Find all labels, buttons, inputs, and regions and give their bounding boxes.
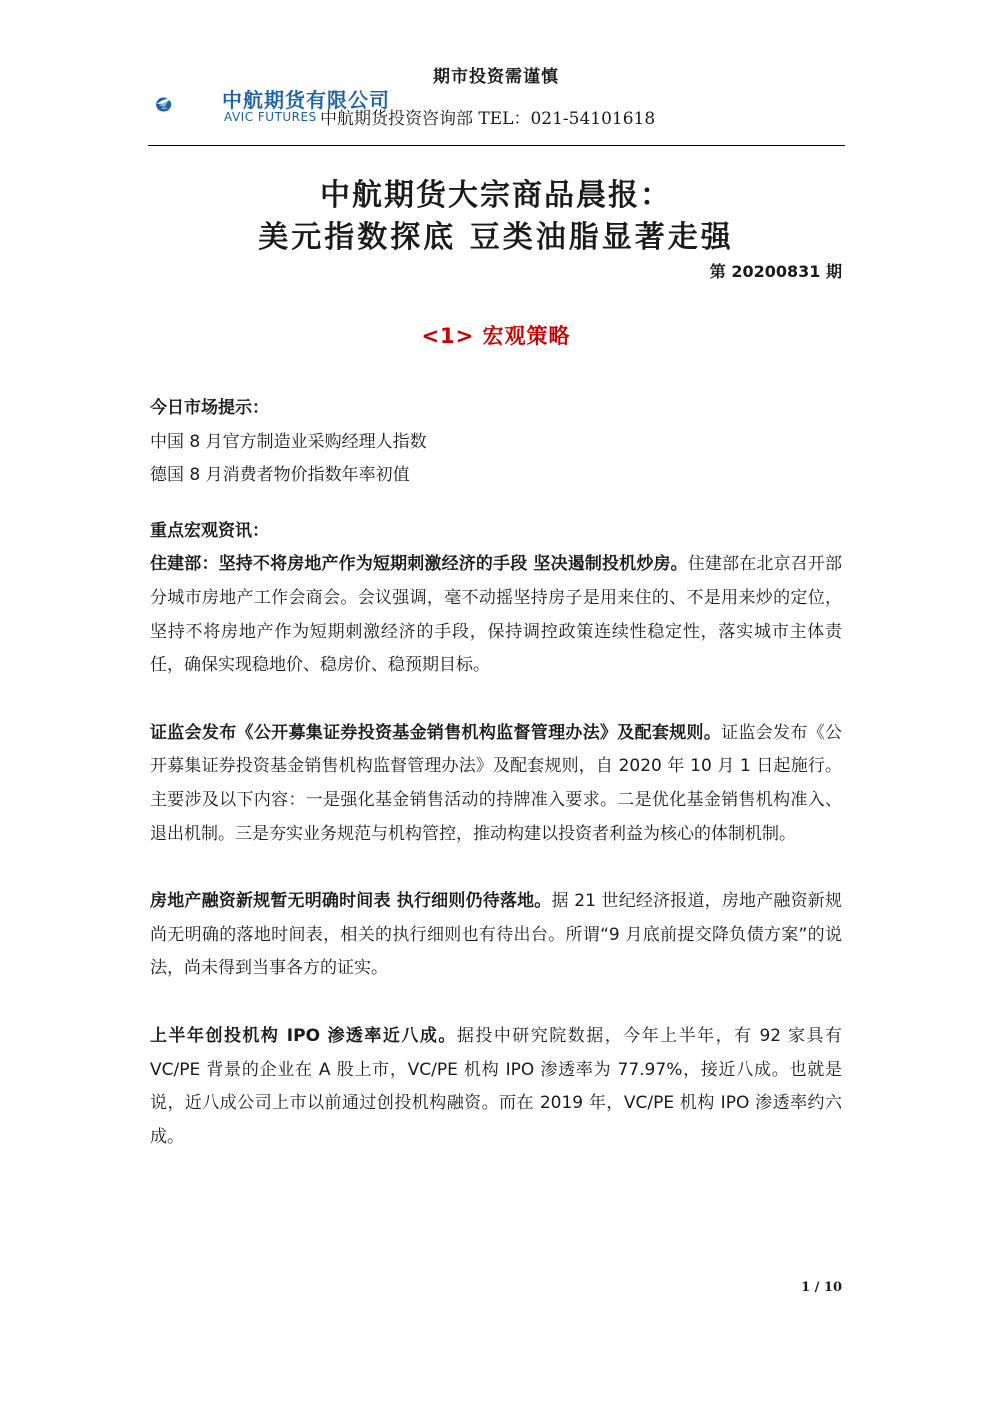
logo-company-name: 中航期货有限公司	[222, 88, 390, 112]
report-body	[150, 392, 842, 1154]
news-lead: 上半年创投机构 IPO 渗透率近八成。	[150, 1025, 457, 1046]
news-item	[150, 1020, 842, 1154]
section-heading: <1> 宏观策略	[421, 324, 571, 348]
logo-english-name: AVIC FUTURES	[224, 110, 317, 124]
news-item	[150, 717, 842, 851]
page-number: 1 / 10	[801, 1280, 842, 1295]
header-warning: 期市投资需谨慎	[433, 67, 559, 87]
market-tip-item: 德国 8 月消费者物价指数年率初值	[150, 465, 410, 486]
news-lead: 住建部：坚持不将房地产作为短期刺激经济的手段 坚决遏制投机炒房。	[150, 554, 688, 575]
issue-number: 第 20200831 期	[709, 262, 842, 281]
news-lead: 房地产融资新规暂无明确时间表 执行细则仍待落地。	[150, 891, 552, 912]
news-body: 据投中研究院数据，今年上半年，有 92 家具有 VC/PE 背景的企业在 A 股上市，VC/PE 机构 IPO 渗透率为 77.97%，接近八成。也就是说，近八成公司上市以前通过创投机构融资。而在 2019 年，VC/PE 机构 IPO 渗透率约六成。	[150, 1025, 842, 1147]
logo-badge-text: AVIC	[162, 107, 167, 110]
news-item	[150, 548, 842, 682]
header-department-phone: 中航期货投资咨询部 TEL：021-54101618	[320, 109, 656, 129]
macro-news-heading: 重点宏观资讯：	[150, 520, 269, 541]
report-title: 中航期货大宗商品晨报：	[320, 178, 672, 213]
news-body: 据 21 世纪经济报道，房地产融资新规尚无明确的落地时间表，相关的执行细则也有待出台。所谓“9 月底前提交降负债方案”的说法，尚未得到当事各方的证实。	[150, 891, 842, 979]
company-logo-icon	[155, 74, 225, 134]
market-tip-item: 中国 8 月官方制造业采购经理人指数	[150, 431, 427, 452]
report-subtitle: 美元指数探底 豆类油脂显著走强	[258, 220, 734, 255]
header-divider	[148, 145, 845, 146]
news-body: 住建部在北京召开部分城市房地产工作会商会。会议强调，毫不动摇坚持房子是用来住的、不是用来炒的定位，坚持不将房地产作为短期刺激经济的手段，保持调控政策连续性稳定性，落实城市主体责任，确保实现稳地价、稳房价、稳预期目标。	[150, 554, 842, 676]
market-tips-heading: 今日市场提示：	[150, 398, 269, 418]
news-lead: 证监会发布《公开募集证券投资基金销售机构监督管理办法》及配套规则。	[150, 722, 722, 743]
news-item	[150, 885, 842, 986]
news-body: 证监会发布《公开募集证券投资基金销售机构监督管理办法》及配套规则，自 2020 年 10 月 1 日起施行。主要涉及以下内容：一是强化基金销售活动的持牌准入要求。二是优化基金销售机构准入、退出机制。三是夯实业务规范与机构管控，推动构建以投资者利益为核心的体制机制。	[150, 722, 843, 844]
